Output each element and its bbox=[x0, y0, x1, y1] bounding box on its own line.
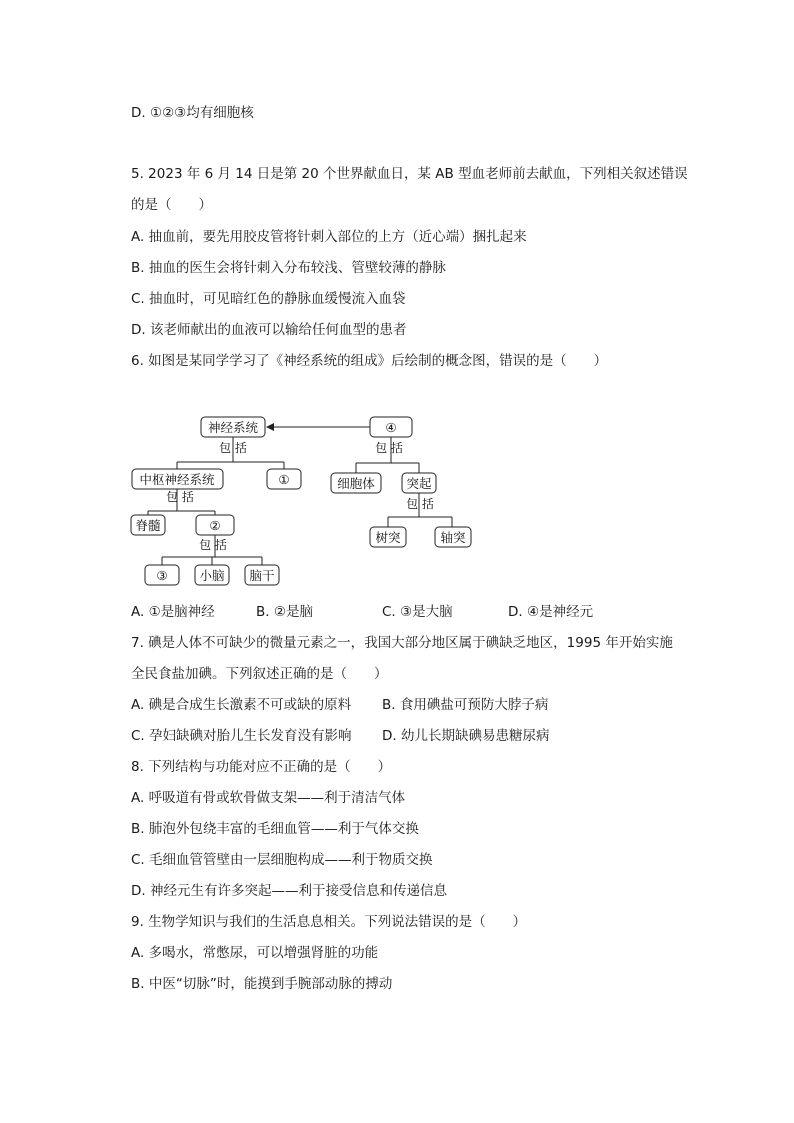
q6-stem: 6. 如图是某同学学习了《神经系统的组成》后绘制的概念图，错误的是（ ） bbox=[131, 353, 608, 369]
q5-option-c: C. 抽血时，可见暗红色的静脉血缓慢流入血袋 bbox=[131, 291, 406, 307]
four-label: ④ bbox=[385, 420, 397, 435]
q8-stem: 8. 下列结构与功能对应不正确的是（ ） bbox=[131, 759, 392, 775]
q8-option-d: D. 神经元生有许多突起——利于接受信息和传递信息 bbox=[131, 883, 447, 899]
q9-option-a: A. 多喝水，常憋尿，可以增强肾脏的功能 bbox=[131, 945, 379, 961]
q6-option-d: D. ④是神经元 bbox=[508, 604, 594, 620]
q8-option-c: C. 毛细血管管壁由一层细胞构成——利于物质交换 bbox=[131, 852, 433, 868]
nervous-system-label: 神经系统 bbox=[207, 420, 259, 435]
one-label: ① bbox=[278, 472, 290, 487]
q7-stem-line2: 全民食盐加碘。下列叙述正确的是（ ） bbox=[131, 666, 388, 682]
axon-label: 轴突 bbox=[440, 530, 466, 545]
q6-option-b: B. ②是脑 bbox=[256, 604, 313, 620]
q6-option-c: C. ③是大脑 bbox=[382, 604, 453, 620]
q8-option-a: A. 呼吸道有骨或软骨做支架——利于清洁气体 bbox=[131, 790, 406, 806]
cerebellum-label: 小脑 bbox=[199, 568, 225, 583]
q7-option-c: C. 孕妇缺碘对胎儿生长发育没有影响 bbox=[131, 728, 352, 744]
q8-option-b: B. 肺泡外包绕丰富的毛细血管——利于气体交换 bbox=[131, 821, 419, 837]
three-label: ③ bbox=[156, 568, 168, 583]
dendrite-label: 树突 bbox=[375, 530, 401, 545]
q7-option-a: A. 碘是合成生长激素不可或缺的原料 bbox=[131, 697, 352, 713]
q9-option-b: B. 中医“切脉”时，能摸到手腕部动脉的搏动 bbox=[131, 976, 393, 992]
include-label-1: 包 括 bbox=[219, 441, 247, 455]
q9-stem: 9. 生物学知识与我们的生活息息相关。下列说法错误的是（ ） bbox=[131, 914, 527, 930]
q6-option-a: A. ①是脑神经 bbox=[131, 604, 215, 620]
q4-option-d: D. ①②③均有细胞核 bbox=[131, 105, 254, 121]
process-label: 突起 bbox=[406, 476, 432, 491]
include-label-5: 包 括 bbox=[199, 538, 227, 552]
q5-option-a: A. 抽血前，要先用胶皮管将针刺入部位的上方（近心端）捆扎起来 bbox=[131, 229, 527, 245]
include-label-3: 包 括 bbox=[166, 490, 194, 504]
spinal-cord-label: 脊髓 bbox=[135, 518, 161, 533]
include-label-4: 包 括 bbox=[406, 497, 434, 511]
q5-option-d: D. 该老师献出的血液可以输给任何血型的患者 bbox=[131, 322, 407, 338]
q7-stem-line1: 7. 碘是人体不可缺少的微量元素之一，我国大部分地区属于碘缺乏地区，1995 年开始实施 bbox=[131, 635, 673, 651]
q7-option-d: D. 幼儿长期缺碘易患糖尿病 bbox=[382, 728, 550, 744]
q5-option-b: B. 抽血的医生会将针刺入分布较浅、管壁较薄的静脉 bbox=[131, 260, 446, 276]
brainstem-label: 脑干 bbox=[249, 568, 275, 583]
include-label-2: 包 括 bbox=[375, 441, 403, 455]
q5-stem-line2: 的是（ ） bbox=[131, 197, 212, 213]
q7-option-b: B. 食用碘盐可预防大脖子病 bbox=[382, 697, 549, 713]
two-label: ② bbox=[209, 518, 221, 533]
cell-body-label: 细胞体 bbox=[337, 476, 375, 491]
cns-label: 中枢神经系统 bbox=[139, 472, 215, 487]
q5-stem-line1: 5. 2023 年 6 月 14 日是第 20 个世界献血日，某 AB 型血老师前去献血，下列相关叙述错误 bbox=[131, 166, 688, 182]
